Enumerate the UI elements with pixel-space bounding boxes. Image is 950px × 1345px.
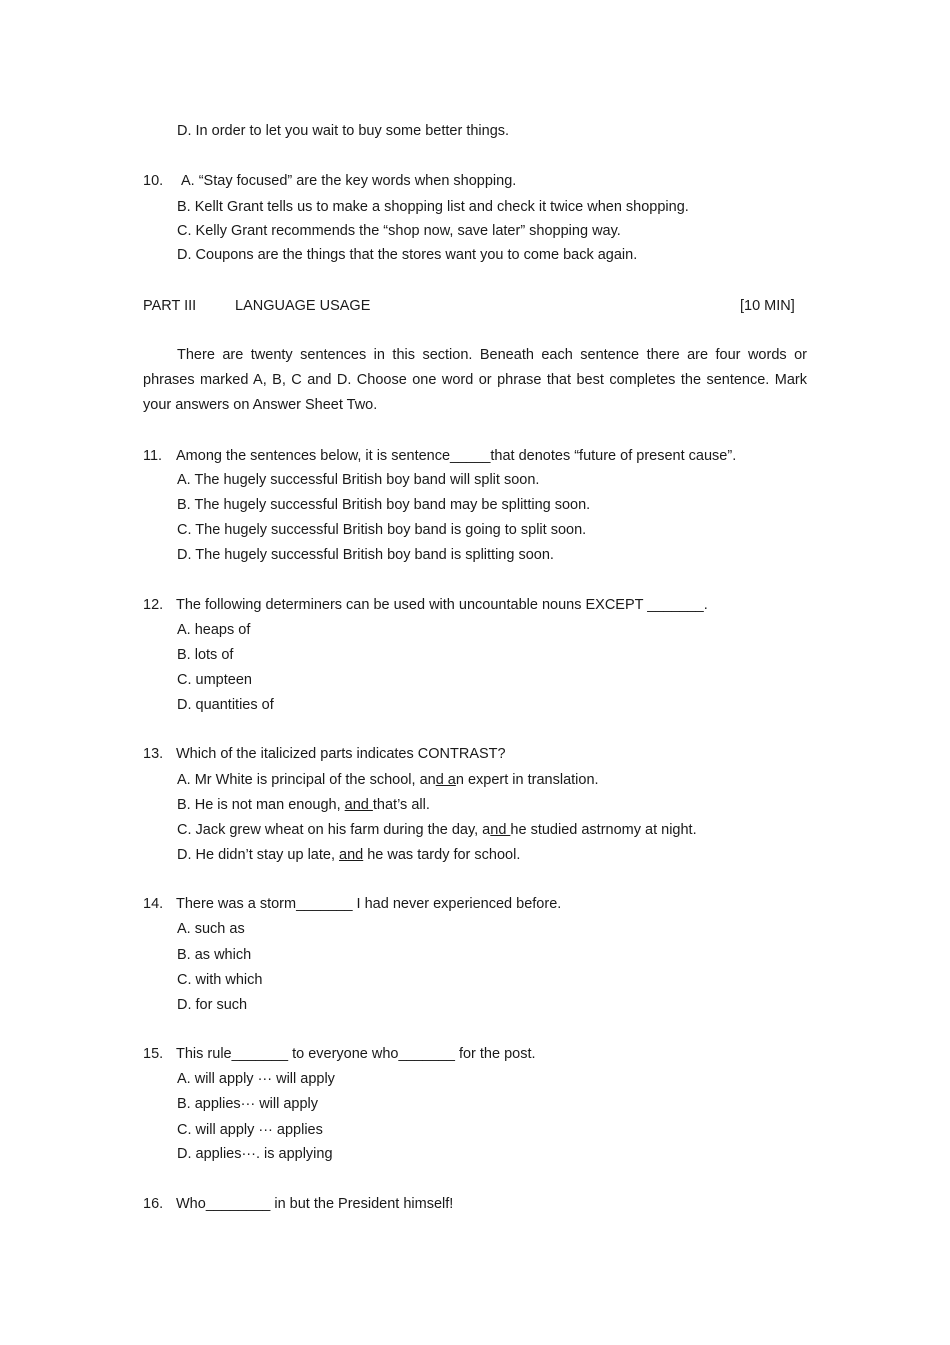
q11-option-d: D. The hugely successful British boy band is splitting soon. (177, 547, 554, 563)
q14-option-c: C. with which (177, 972, 263, 988)
marked-word: nd (490, 822, 511, 838)
q11-stem: Among the sentences below, it is sentence_____that denotes “future of present cause”. (176, 448, 737, 464)
q15-number: 15. (143, 1046, 164, 1062)
q12-option-b: B. lots of (177, 647, 234, 663)
marked-word: d a (435, 772, 456, 788)
q16-number: 16. (143, 1196, 164, 1212)
q12-option-d: D. quantities of (177, 697, 274, 713)
q14-option-b: B. as which (177, 947, 252, 963)
instructions (143, 343, 807, 418)
q15-option-a: A. will apply ··· will apply (177, 1071, 335, 1087)
q15-option-c: C. will apply ··· applies (177, 1122, 323, 1138)
q10-option-b: B. Kellt Grant tells us to make a shopping list and check it twice when shopping. (177, 199, 689, 215)
q14-option-d: D. for such (177, 997, 248, 1013)
q14-stem: There was a storm_______ I had never experienced before. (176, 896, 562, 912)
q12-option-a: A. heaps of (177, 622, 251, 638)
part-title: LANGUAGE USAGE (235, 298, 371, 314)
q13-option-c: C. Jack grew wheat on his farm during the day, and he studied astrnomy at night. (177, 822, 697, 838)
q10-number: 10. (143, 173, 164, 189)
q11-option-b: B. The hugely successful British boy band may be splitting soon. (177, 497, 591, 513)
q11-option-c: C. The hugely successful British boy band is going to split soon. (177, 522, 587, 538)
part-label: PART III (143, 298, 197, 314)
q13-option-d: D. He didn’t stay up late, and he was tardy for school. (177, 847, 521, 863)
q12-stem: The following determiners can be used with uncountable nouns EXCEPT _______. (176, 597, 708, 613)
q16-stem: Who________ in but the President himself! (176, 1196, 454, 1212)
q10-option-c: C. Kelly Grant recommends the “shop now, save later” shopping way. (177, 223, 621, 239)
q10-option-a: A. “Stay focused” are the key words when shopping. (181, 173, 517, 189)
q13-option-a: A. Mr White is principal of the school, and an expert in translation. (177, 772, 599, 788)
q12-option-c: C. umpteen (177, 672, 252, 688)
q11-option-a: A. The hugely successful British boy band will split soon. (177, 472, 540, 488)
q14-option-a: A. such as (177, 921, 245, 937)
instructions-text: There are twenty sentences in this section. Beneath each sentence there are four words or phrases marked A, B, C and D. Choose one word or phrase that best completes the sentence. Mark your answers on Answer Sheet Two. (143, 347, 807, 413)
q14-number: 14. (143, 896, 164, 912)
marked-word: and (339, 847, 364, 863)
q12-number: 12. (143, 597, 164, 613)
q15-option-d: D. applies···. is applying (177, 1146, 333, 1162)
q15-stem: This rule_______ to everyone who_______ for the post. (176, 1046, 536, 1062)
marked-word: and (344, 797, 373, 813)
q9-option-d: D. In order to let you wait to buy some better things. (177, 123, 510, 139)
q15-option-b: B. applies··· will apply (177, 1096, 319, 1112)
q13-stem: Which of the italicized parts indicates CONTRAST? (176, 746, 506, 762)
q10-option-d: D. Coupons are the things that the stores want you to come back again. (177, 247, 638, 263)
q13-option-b: B. He is not man enough, and that’s all. (177, 797, 430, 813)
q11-number: 11. (143, 448, 163, 464)
q13-number: 13. (143, 746, 164, 762)
part-time: [10 MIN] (740, 298, 795, 314)
